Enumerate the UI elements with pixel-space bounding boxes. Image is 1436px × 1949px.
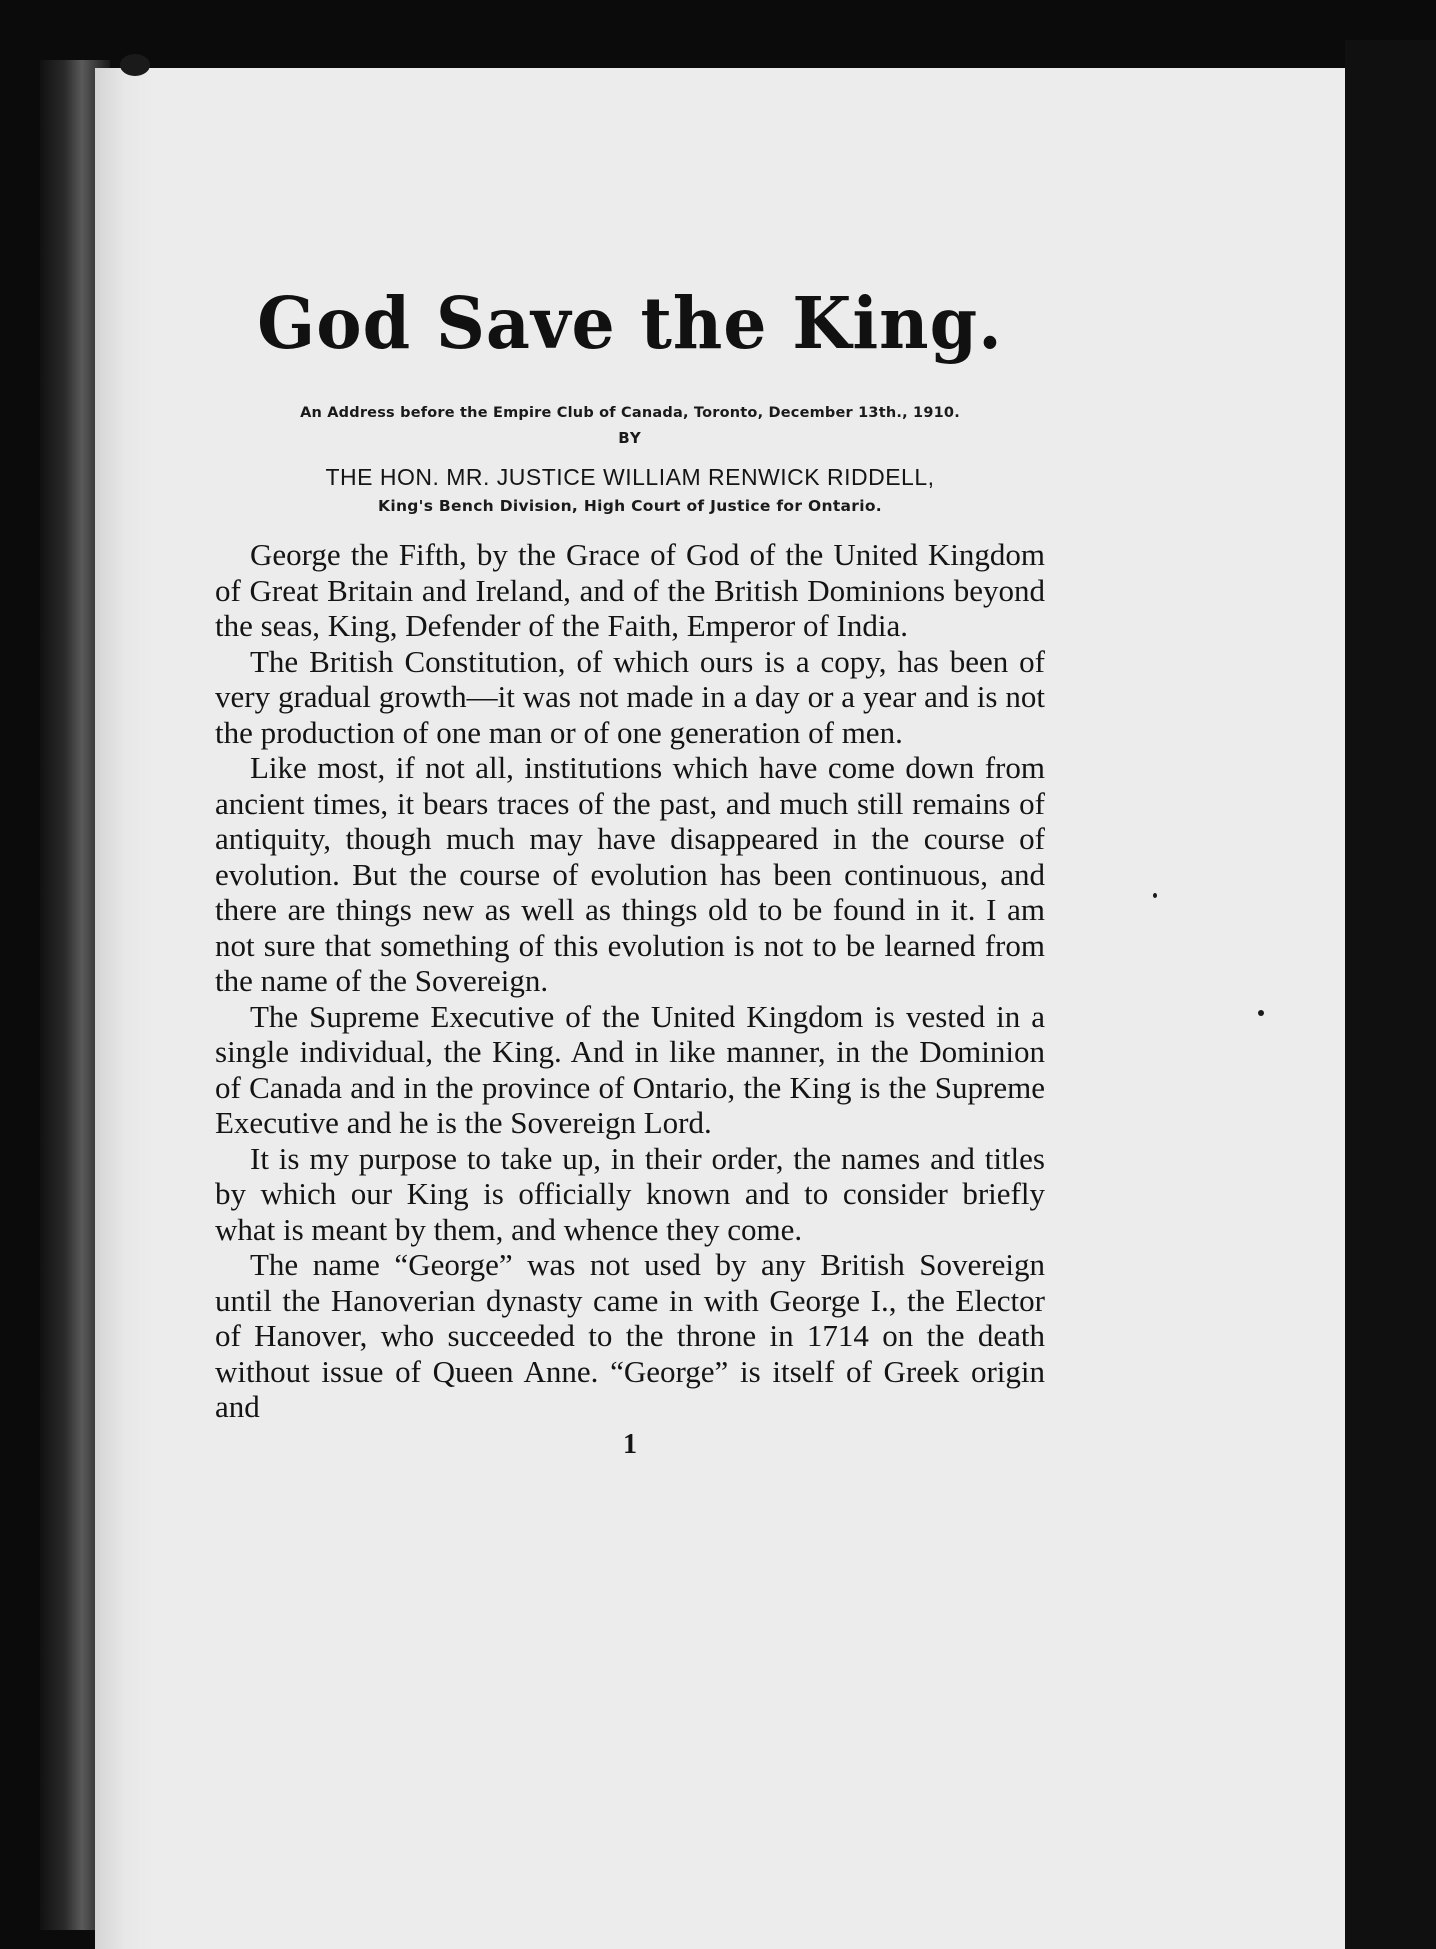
speck (1258, 1010, 1264, 1016)
speck (1153, 893, 1157, 898)
document-subtitle: An Address before the Empire Club of Canada, Toronto, December 13th., 1910. (300, 405, 960, 421)
author-name: THE HON. MR. JUSTICE WILLIAM RENWICK RIDDELL, (325, 464, 935, 490)
paragraph: Like most, if not all, institutions which have come down from ancient times, it bears traces of the past, and much still remains of antiquity, though much may have disappeared in the course of evolution. But the course of evolution has been continuous, and there are things new as well as things old to be found in it. I am not sure that something of this evolution is not to be learned from the name of the Sovereign. (215, 750, 1045, 998)
page-number: 1 (623, 1428, 637, 1460)
paragraph: The British Constitution, of which ours is a copy, has been of very gradual growth—it was not made in a day or a year and is not the production of one man or of one generation of men. (215, 643, 1045, 750)
ink-blot (120, 54, 150, 76)
paragraph: It is my purpose to take up, in their order, the names and titles by which our King is officially known and to consider briefly what is meant by them, and whence they come. (215, 1140, 1045, 1247)
scan-border (1345, 40, 1436, 1949)
paragraph: The Supreme Executive of the United Kingdom is vested in a single individual, the King. And in like manner, in the Dominion of Canada and in the province of Ontario, the King is the Supreme Executive and he is the Sovereign Lord. (215, 998, 1045, 1140)
paragraph: The name “George” was not used by any British Sovereign until the Hanoverian dynasty came in with George I., the Elector of Hanover, who succeeded to the throne in 1714 on the death without issue of Queen Anne. “George” is itself of Greek origin and (215, 1247, 1045, 1424)
author-position: King's Bench Division, High Court of Justice for Ontario. (378, 497, 882, 515)
byline-label: BY (618, 429, 642, 447)
document-title: God Save the King. (257, 282, 1003, 366)
page-content (215, 282, 1045, 1461)
paragraph: George the Fifth, by the Grace of God of the United Kingdom of Great Britain and Ireland, and of the British Dominions beyond the seas, King, Defender of the Faith, Emperor of India. (215, 537, 1045, 643)
body-text (215, 537, 1045, 1425)
